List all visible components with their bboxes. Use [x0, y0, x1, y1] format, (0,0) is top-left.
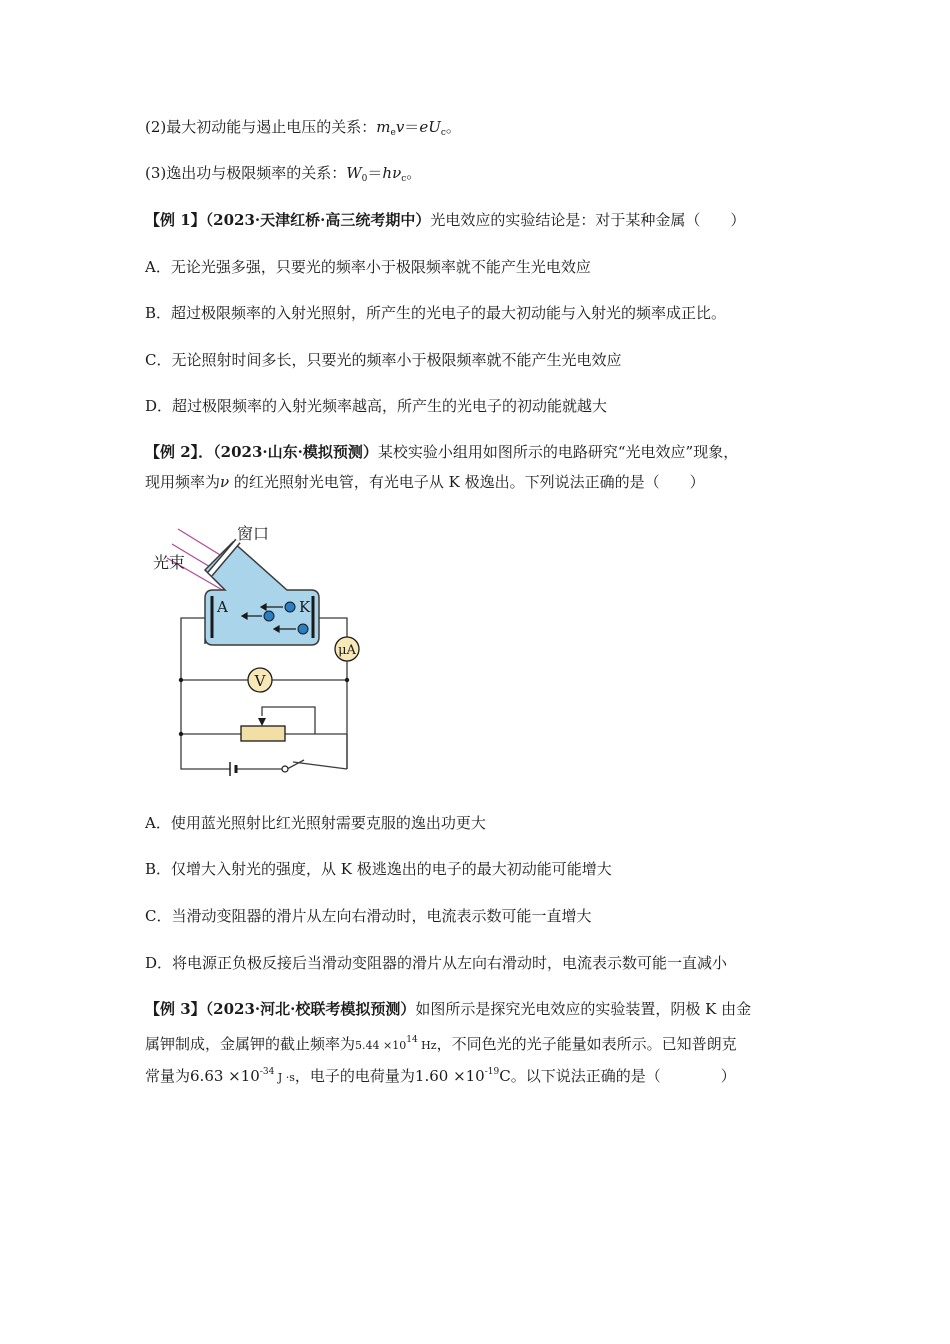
example-3-stem-line-2: 属钾制成，金属钾的截止频率为$5.44 \times 10^{14}$ Hz，不同色光的光子能量如表所示。已知普朗克 — [145, 1035, 737, 1053]
example-1-option-b: B．超过极限频率的入射光照射，所产生的光电子的最大初动能与入射光的频率成正比。 — [145, 304, 727, 322]
microammeter-label: μA — [338, 643, 356, 658]
example-2-stem-line-1: 【例 2】．（2023·山东·模拟预测）某校实验小组用如图所示的电路研究“光电效应”现象， — [145, 443, 739, 461]
example-2-stem-line-2: 现用频率为ν 的红光照射光电管，有光电子从 K 极逸出。下列说法正确的是（ ） — [145, 473, 705, 491]
example-3-stem-line-1: 【例 3】（2023·河北·校联考模拟预测）如图所示是探究光电效应的实验装置，阴极 K 由金 — [145, 1000, 752, 1018]
example-1-stem: 【例 1】（2023·天津红桥·高三统考期中）光电效应的实验结论是：对于某种金属（ ） — [145, 211, 746, 229]
photoelectric-circuit-diagram — [145, 520, 375, 782]
formula-max-kinetic-energy: (2)最大初动能与遏止电压的关系：$m_ev=eU_c$。 — [145, 118, 461, 138]
example-2-option-d: D．将电源正负极反接后当滑动变阻器的滑片从左向右滑动时，电流表示数可能一直减小 — [145, 954, 728, 972]
battery — [230, 762, 236, 776]
example-2-option-b: B．仅增大入射光的强度，从 K 极逃逸出的电子的最大初动能可能增大 — [145, 860, 612, 878]
example-2-option-a: A．使用蓝光照射比红光照射需要克服的逸出功更大 — [145, 814, 486, 832]
beam-label: 光束 — [153, 553, 186, 572]
voltmeter-label: V — [254, 672, 266, 690]
formula-work-function: (3)逸出功与极限频率的关系：$W_0=h\nu_c$。 — [145, 164, 422, 184]
rheostat — [241, 726, 285, 741]
window-label: 窗口 — [237, 524, 270, 543]
example-1-option-d: D．超过极限频率的入射光频率越高，所产生的光电子的初动能就越大 — [145, 397, 608, 415]
electrode-a-label: A — [217, 598, 228, 616]
example-1-option-a: A．无论光强多强，只要光的频率小于极限频率就不能产生光电效应 — [145, 258, 591, 276]
example-2-option-c: C．当滑动变阻器的滑片从左向右滑动时，电流表示数可能一直增大 — [145, 907, 592, 925]
example-3-stem-line-3: 常量为$6.63 \times 10^{-34}$ J ·s，电子的电荷量为$1.60 \times 10^{-19}C$。以下说法正确的是（ ） — [145, 1067, 736, 1085]
rheostat-slider-arrow — [258, 718, 266, 726]
example-1-option-c: C．无论照射时间多长，只要光的频率小于极限频率就不能产生光电效应 — [145, 351, 622, 369]
electrode-k-label: K — [299, 598, 311, 616]
switch — [282, 766, 288, 772]
